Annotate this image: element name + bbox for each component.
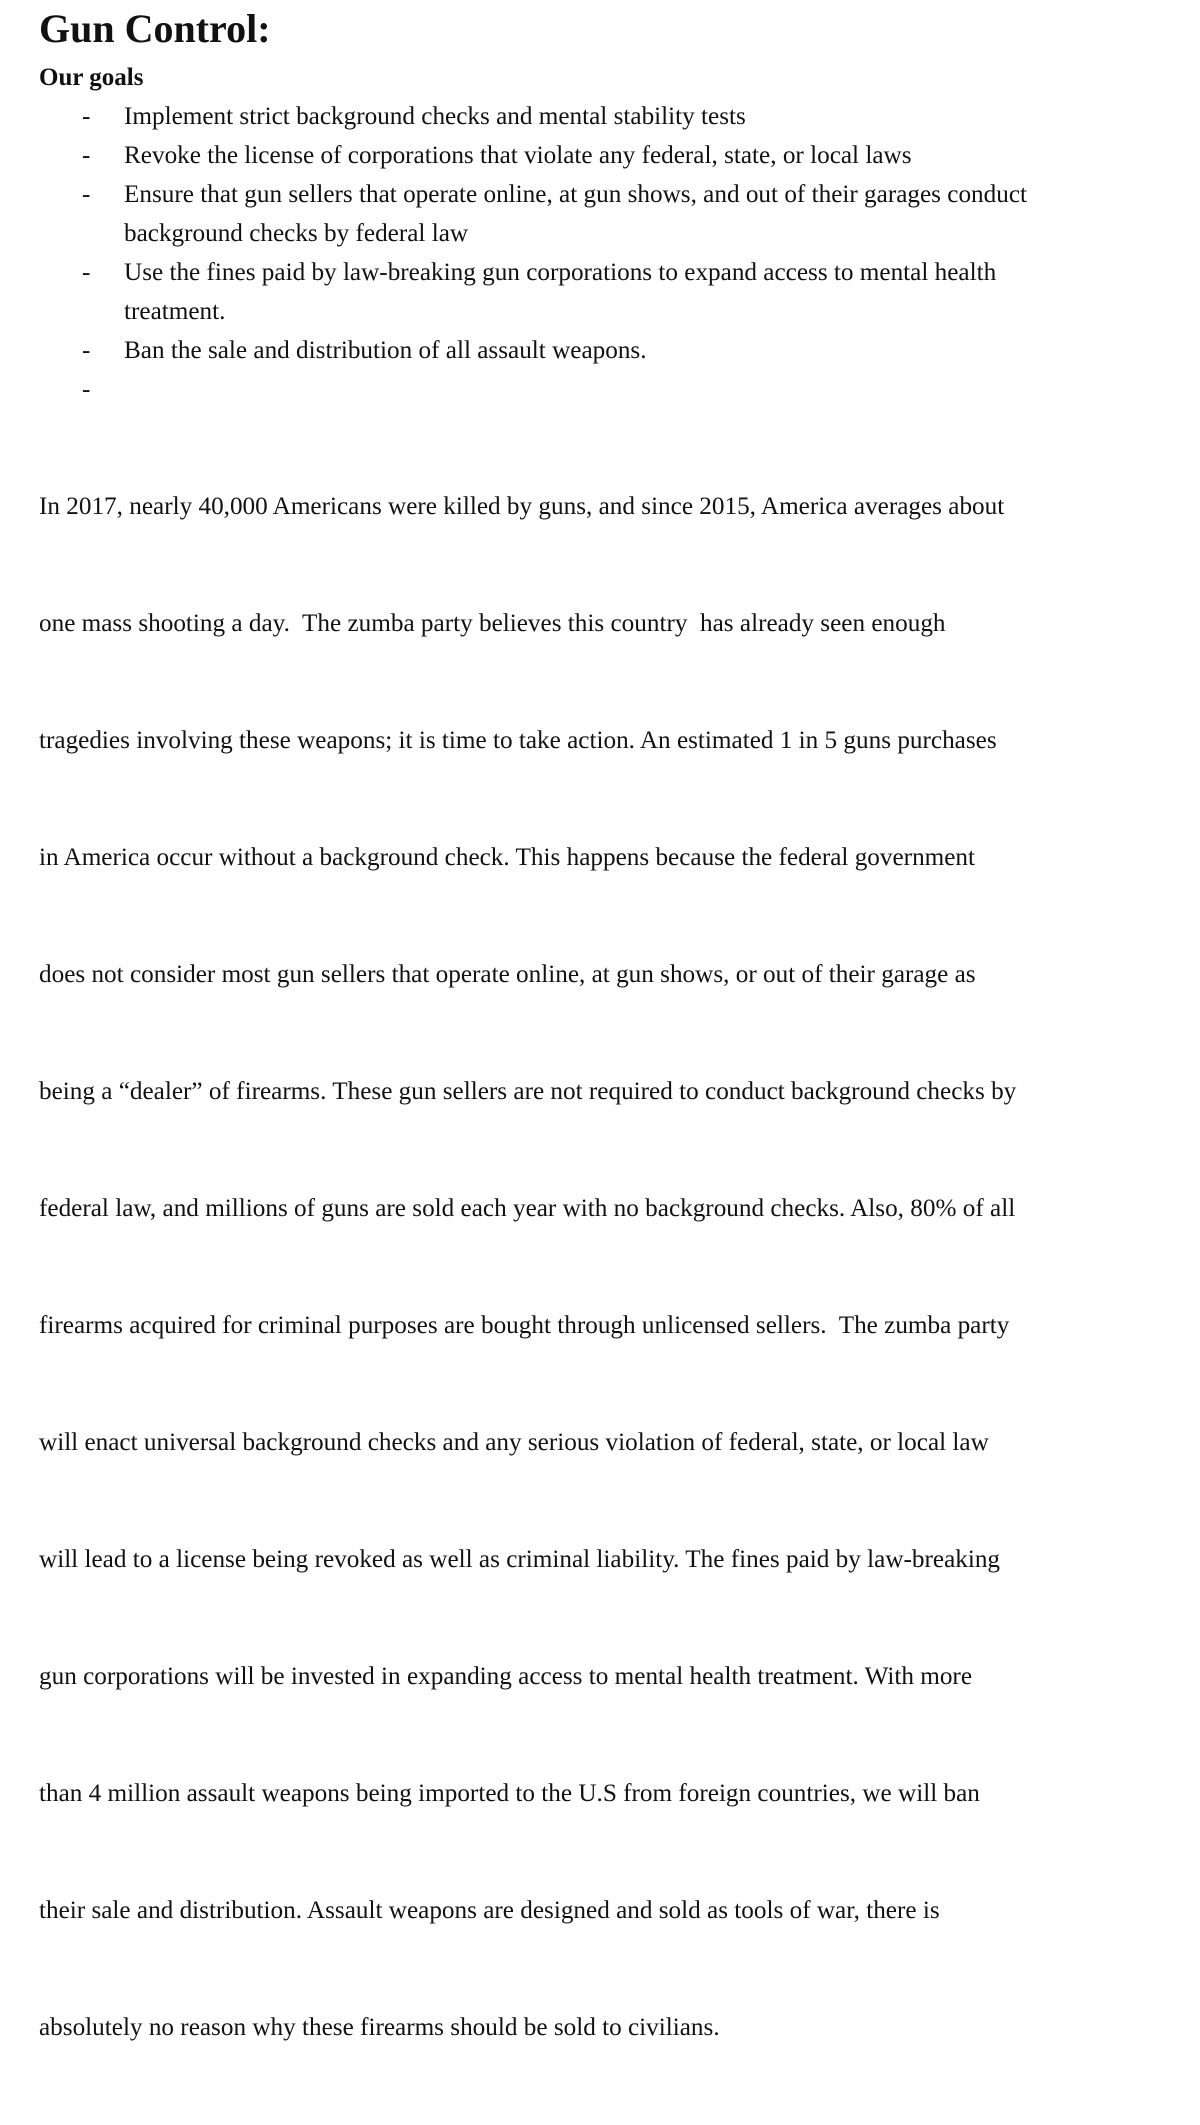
list-bullet: - [82, 337, 91, 364]
paragraph-line: their sale and distribution. Assault weapons are designed and sold as tools of war, there is [39, 1897, 940, 1924]
paragraph-line: gun corporations will be invested in expanding access to mental health treatment. With more [39, 1663, 972, 1690]
paragraph-line: does not consider most gun sellers that operate online, at gun shows, or out of their garage as [39, 961, 976, 988]
paragraph-line: being a “dealer” of firearms. These gun sellers are not required to conduct background checks by [39, 1078, 1017, 1105]
paragraph-line: one mass shooting a day. The zumba party believes this country has already seen enough [39, 610, 946, 637]
section-subtitle: Our goals [39, 64, 144, 91]
goals-list [39, 97, 1157, 409]
goal-item [39, 97, 1157, 136]
goal-item-empty [39, 370, 1157, 409]
goal-text-line: treatment. [124, 298, 226, 325]
paragraph-line: absolutely no reason why these firearms should be sold to civilians. [39, 2014, 720, 2041]
body-paragraph [39, 409, 1157, 2125]
goal-item [39, 136, 1157, 175]
list-bullet: - [82, 142, 91, 169]
list-bullet: - [82, 259, 91, 286]
goal-text-line: Use the fines paid by law-breaking gun corporations to expand access to mental health [124, 259, 997, 286]
paragraph-line: in America occur without a background check. This happens because the federal government [39, 844, 976, 871]
paragraph-line: federal law, and millions of guns are sold each year with no background checks. Also, 80% of all [39, 1195, 1016, 1222]
goal-item [39, 175, 1157, 253]
paragraph-line: will lead to a license being revoked as well as criminal liability. The fines paid by law-breaking [39, 1546, 1001, 1573]
goal-item [39, 253, 1157, 331]
page-title: Gun Control: [39, 6, 271, 51]
goal-text-line: Ensure that gun sellers that operate online, at gun shows, and out of their garages conduct [124, 181, 1027, 208]
paragraph-line: In 2017, nearly 40,000 Americans were killed by guns, and since 2015, America averages about [39, 493, 1005, 520]
paragraph-line: than 4 million assault weapons being imported to the U.S from foreign countries, we will ban [39, 1780, 980, 1807]
paragraph-line: firearms acquired for criminal purposes are bought through unlicensed sellers. The zumba party [39, 1312, 1010, 1339]
list-bullet: - [82, 376, 91, 403]
goal-text-line: background checks by federal law [124, 220, 469, 247]
goal-text-line: Implement strict background checks and mental stability tests [124, 103, 746, 130]
goal-text-line: Revoke the license of corporations that violate any federal, state, or local laws [124, 142, 912, 169]
goal-item [39, 331, 1157, 370]
document-page [39, 0, 1157, 2125]
goal-text-line: Ban the sale and distribution of all assault weapons. [124, 337, 647, 364]
paragraph-line: will enact universal background checks and any serious violation of federal, state, or local law [39, 1429, 989, 1456]
paragraph-line: tragedies involving these weapons; it is time to take action. An estimated 1 in 5 guns purchases [39, 727, 997, 754]
list-bullet: - [82, 181, 91, 208]
list-bullet: - [82, 103, 91, 130]
